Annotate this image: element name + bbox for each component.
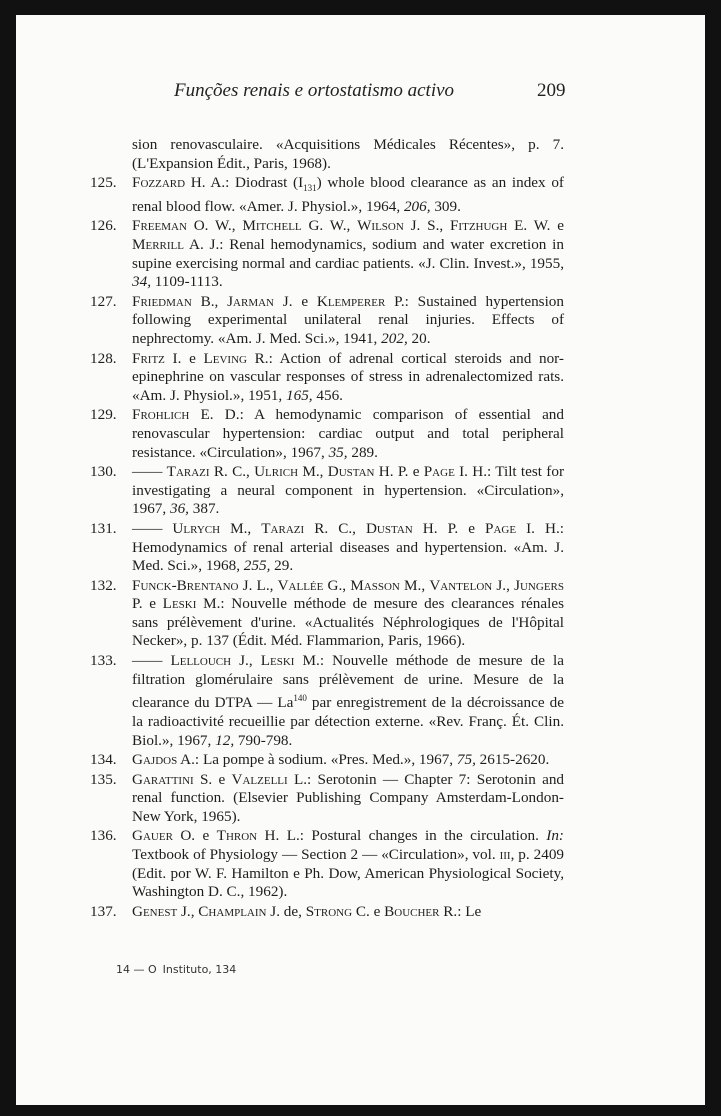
reference-text: Textbook of Physiology — Section 2 — «Circulation», vol. bbox=[132, 846, 500, 864]
reference-text: M., bbox=[399, 576, 430, 594]
reference-entry bbox=[88, 751, 564, 770]
author-name: Champlain bbox=[198, 902, 267, 920]
reference-text: M.: Nouvelle méthode de mesure de la filtration glomérulaire sans prélèvement de urine. Mesure de la clearance du DTPA — La bbox=[132, 652, 564, 712]
author-name: Thron bbox=[216, 827, 258, 845]
reference-text: 387. bbox=[188, 500, 220, 518]
author-name: Wilson bbox=[357, 217, 404, 235]
reference-text: , p. 2409 (Edit. por W. F. Hamilton e Ph. Dow, American Physiological Society, Washington D. C., 1962). bbox=[132, 846, 565, 901]
author-name: Ulrich bbox=[254, 463, 299, 481]
reference-number: 125. bbox=[90, 174, 117, 192]
reference-text: sion renovasculaire. «Acquisitions Médicales Récentes», p. 7. (L'Expansion Édit., Paris, 1968). bbox=[132, 136, 564, 172]
reference-text: H. L.: Postural changes in the circulation. bbox=[257, 827, 547, 845]
reference-text: M., bbox=[220, 519, 262, 537]
author-name: Gauer bbox=[132, 827, 173, 845]
reference-text: 1109-1113. bbox=[150, 273, 223, 291]
author-name: Freeman bbox=[132, 217, 187, 235]
reference-entry bbox=[88, 463, 564, 519]
reference-text: G. W., bbox=[301, 217, 358, 235]
reference-text: 34, bbox=[132, 273, 151, 291]
reference-entry bbox=[88, 136, 564, 173]
reference-text: 75, bbox=[456, 751, 476, 769]
author-name: Masson bbox=[350, 576, 400, 594]
reference-number: 128. bbox=[90, 349, 117, 367]
running-title: Funções renais e ortostatismo activo bbox=[174, 80, 455, 101]
reference-text: R. C., bbox=[304, 519, 366, 537]
reference-text: O. e bbox=[172, 827, 217, 845]
author-name: Klemperer bbox=[316, 292, 386, 310]
author-name: Vallée bbox=[277, 576, 324, 594]
reference-text: E. W. e bbox=[507, 217, 564, 235]
author-name: Boucher bbox=[384, 902, 440, 920]
author-name: Page bbox=[485, 519, 517, 537]
reference-text: P.: Sustained hypertension following experimental unilateral renal injuries. Effects of nephrectomy. «Am. J. Med. Sci.», 1941, bbox=[132, 292, 564, 347]
author-name: Strong bbox=[305, 902, 353, 920]
reference-text: 790-798. bbox=[234, 731, 293, 749]
reference-text: ) whole blood clearance as an index of renal blood flow. «Amer. J. Physiol.», 1964, bbox=[132, 174, 564, 215]
footer bbox=[116, 963, 242, 976]
author-name: Funck-Brentano bbox=[132, 576, 239, 594]
author-name: Page bbox=[423, 463, 455, 481]
reference-text: A. J.: Renal hemodynamics, sodium and water excretion in supine exercising normal and cardiac patients. «J. Clin. Invest.», 1955, bbox=[132, 236, 564, 272]
reference-text: C. e bbox=[352, 902, 385, 920]
reference-text: 202, bbox=[381, 329, 408, 347]
reference-text: H. P. e bbox=[374, 463, 424, 481]
reference-text: S. e bbox=[193, 770, 232, 788]
reference-text: M., bbox=[298, 463, 328, 481]
reference-text: L.: Serotonin — Chapter 7: Serotonin and renal function. (Elsevier Publishing Company Amsterdam-London-New York, 1965). bbox=[132, 770, 565, 825]
author-name: Garattini bbox=[132, 770, 194, 788]
page-header bbox=[0, 80, 721, 110]
reference-entry bbox=[88, 827, 564, 901]
reference-text: H. A.: Diodrast (I bbox=[185, 174, 304, 192]
author-name: Leving bbox=[203, 349, 247, 367]
reference-text: 131 bbox=[303, 183, 317, 194]
author-name: Merrill bbox=[132, 236, 184, 253]
reference-number: 136. bbox=[90, 827, 117, 845]
reference-entry bbox=[88, 652, 564, 750]
reference-text: 36, bbox=[169, 500, 189, 518]
reference-text: 456. bbox=[312, 386, 343, 404]
reference-text: —— bbox=[132, 652, 171, 670]
reference-entry bbox=[88, 577, 564, 651]
reference-text: G., bbox=[323, 576, 351, 594]
author-name: Leski bbox=[162, 595, 197, 613]
reference-entry bbox=[88, 520, 564, 576]
reference-text: A.: La pompe à sodium. «Pres. Med.», 1967, bbox=[177, 751, 457, 769]
author-name: Genest bbox=[132, 902, 178, 920]
reference-text: J. e bbox=[274, 292, 317, 310]
reference-text: 309. bbox=[430, 197, 461, 215]
reference-entry bbox=[88, 350, 564, 406]
author-name: Mitchell bbox=[242, 217, 302, 235]
author-name: Fozzard bbox=[132, 174, 186, 192]
reference-number: 137. bbox=[90, 902, 117, 920]
reference-text: I. e bbox=[164, 349, 204, 367]
author-name: Jarman bbox=[227, 292, 274, 310]
page-number: 209 bbox=[537, 80, 566, 101]
reference-number: 131. bbox=[90, 519, 117, 537]
reference-text: P. e bbox=[132, 595, 163, 613]
reference-text: 255, bbox=[243, 557, 271, 575]
reference-text: J., bbox=[492, 576, 515, 594]
reference-text: J. L., bbox=[238, 576, 278, 594]
reference-number: 132. bbox=[90, 576, 117, 594]
author-name: Dustan bbox=[327, 463, 375, 481]
reference-text: J. de, bbox=[266, 902, 306, 920]
reference-text: J. S., bbox=[403, 217, 450, 235]
signature-mark: 14 — O bbox=[116, 963, 157, 976]
reference-text: M.: Nouvelle méthode de mesure des clearances rénales sans prélèvement d'urine. «Actualités Néphrologiques de l'Hôpital Necker», p. 137 (Édit. Méd. Flammarion, Paris, 1966). bbox=[132, 595, 564, 650]
reference-entry bbox=[88, 217, 564, 291]
reference-text: I. H.: Tilt test for investigating a neural component in hypertension. «Circulation», 1967, bbox=[132, 463, 565, 518]
author-name: Vantelon bbox=[429, 576, 493, 594]
reference-entry bbox=[88, 174, 564, 216]
author-name: Leski bbox=[260, 652, 295, 670]
reference-text: R. C., bbox=[209, 463, 255, 481]
reference-entry bbox=[88, 771, 564, 827]
reference-number: 133. bbox=[90, 652, 117, 670]
reference-number: 127. bbox=[90, 292, 117, 310]
reference-text: In: bbox=[546, 827, 564, 845]
reference-list bbox=[88, 136, 564, 922]
author-name: Tarazi bbox=[261, 519, 305, 537]
author-name: Fitzhugh bbox=[449, 217, 508, 235]
reference-text: I. H.: Hemodynamics of renal arterial diseases and hypertension. «Am. J. Med. Sci.», 1968, bbox=[132, 519, 564, 575]
author-name: Lellouch bbox=[170, 652, 232, 670]
author-name: Dustan bbox=[365, 519, 413, 537]
institute-mark: Instituto, 134 bbox=[162, 963, 237, 976]
reference-entry bbox=[88, 293, 564, 349]
reference-text: 2615-2620. bbox=[475, 751, 550, 769]
author-name: Fritz bbox=[132, 349, 165, 367]
reference-text: —— bbox=[132, 463, 167, 481]
reference-text: 289. bbox=[347, 443, 378, 461]
reference-entry bbox=[88, 406, 564, 462]
author-name: Tarazi bbox=[166, 463, 210, 481]
author-name: Friedman bbox=[132, 292, 192, 310]
author-name: Jungers bbox=[514, 576, 564, 594]
author-name: iii bbox=[499, 846, 511, 864]
reference-text: 20. bbox=[407, 329, 431, 347]
reference-number: 135. bbox=[90, 770, 117, 788]
reference-entry bbox=[88, 903, 564, 922]
reference-number: 129. bbox=[90, 406, 117, 424]
author-name: Ulrych bbox=[172, 519, 221, 537]
author-name: Valzelli bbox=[231, 770, 288, 788]
reference-text: B., bbox=[191, 292, 228, 310]
reference-number: 126. bbox=[90, 217, 117, 235]
reference-text: R.: Action of adrenal cortical steroids and nor-epinephrine on vascular responses of stress in adrenalectomized rats. «Am. J. Physiol.», 1951, bbox=[132, 349, 564, 404]
reference-text: E. D.: A hemodynamic comparison of essential and renovascular hypertension: cardiac output and total peripheral resistance. «Circulation», 1967, bbox=[132, 406, 564, 461]
reference-text: 12, bbox=[215, 731, 235, 749]
reference-text: 35, bbox=[328, 443, 348, 461]
reference-text: par enregistrement de la décroissance de la radioactivité recueillie par détection externe. «Rev. Franç. Ét. Clin. Biol.», 1967, bbox=[132, 694, 564, 749]
reference-number: 130. bbox=[90, 463, 117, 481]
reference-text: J., bbox=[231, 652, 261, 670]
author-name: Frohlich bbox=[132, 406, 190, 424]
reference-text: 140 bbox=[293, 693, 307, 704]
reference-text: 29. bbox=[270, 557, 294, 575]
reference-number: 134. bbox=[90, 751, 117, 769]
reference-text: R.: Le bbox=[439, 902, 482, 920]
reference-text: O. W., bbox=[186, 217, 243, 235]
reference-text: 165, bbox=[286, 386, 313, 404]
reference-text: 206, bbox=[403, 197, 431, 215]
reference-text: —— bbox=[132, 519, 173, 537]
reference-text: J., bbox=[177, 902, 199, 920]
reference-text: H. P. e bbox=[412, 519, 485, 537]
author-name: Gajdos bbox=[132, 751, 178, 769]
